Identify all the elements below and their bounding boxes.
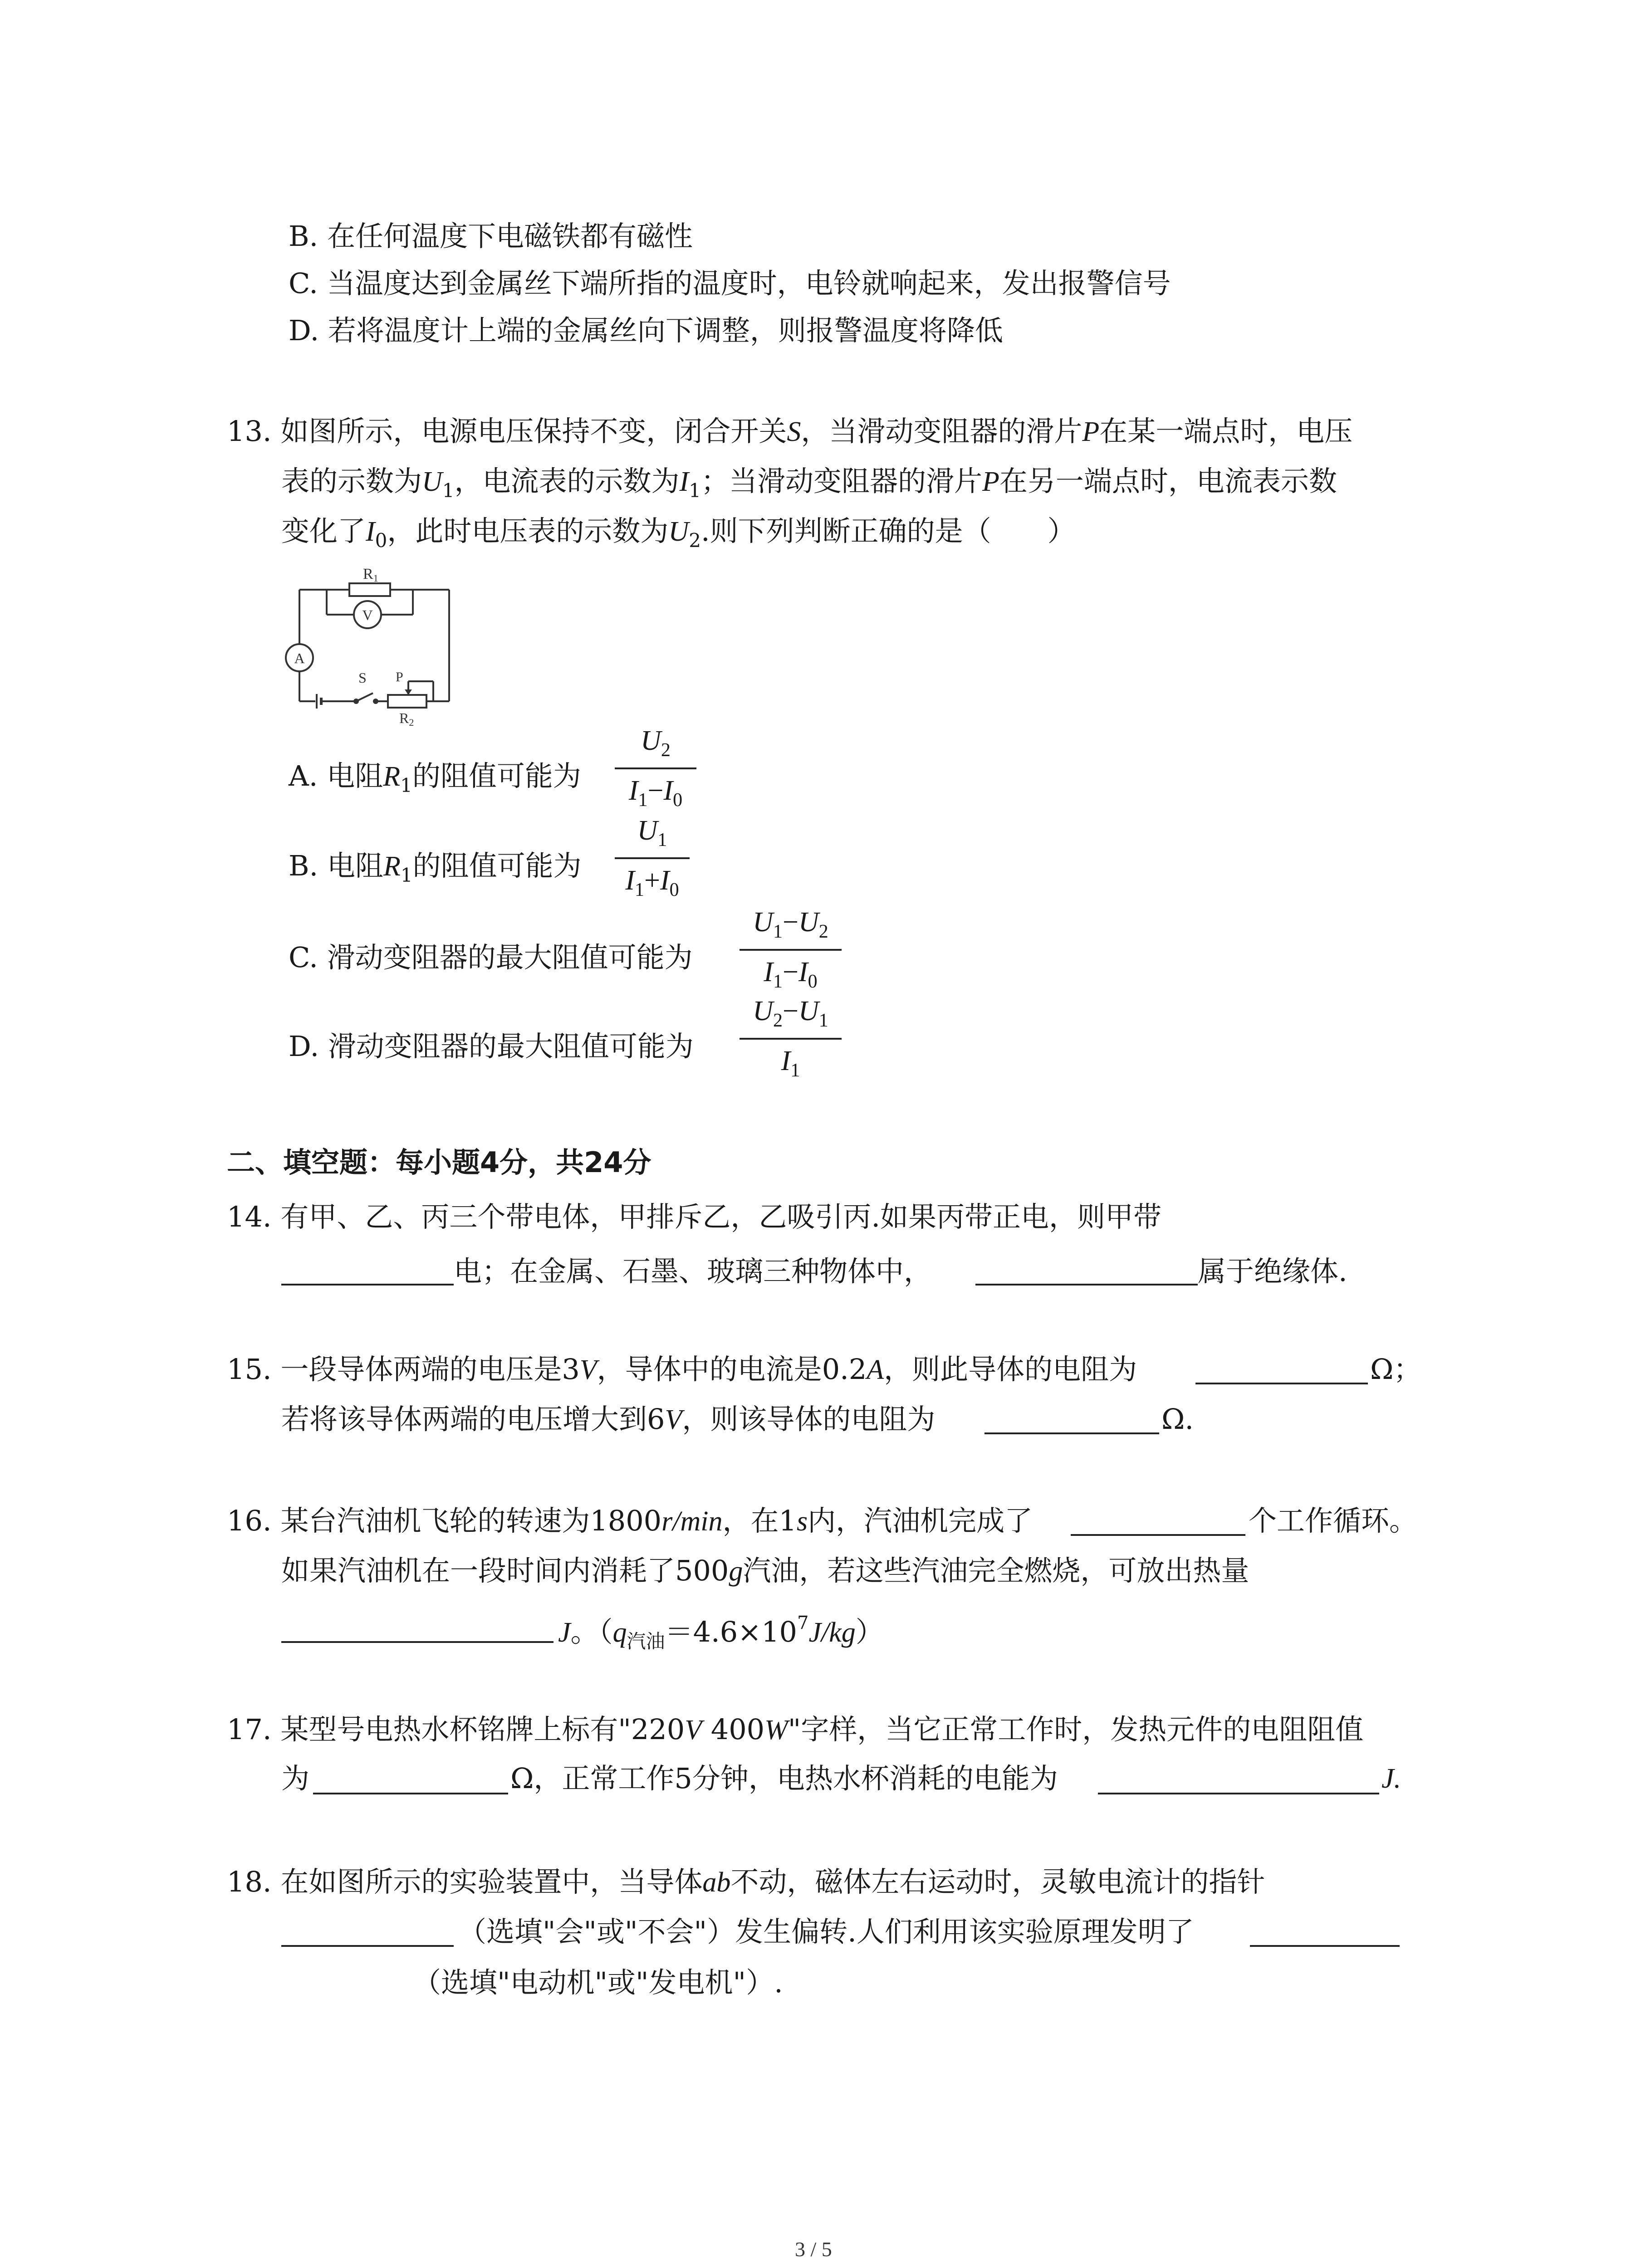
label-a: A [294,650,305,666]
q15-ohm-1: Ω； [1370,1353,1422,1386]
q13-line-2: 表的示数为$U_1$，电流表的示数为$I_1$；当滑动变阻器的滑片P在另一端点时，电流表示数 [281,464,1337,502]
q17-line-1: 17. 某型号电热水杯铭牌上标有"220V 400W"字样，当它正常工作时，发热元件的电阻阻值 [227,1713,1364,1746]
fraction-a: $U_2$ $I_1-I_0$ [615,725,696,811]
q15-blank-2[interactable] [985,1432,1159,1434]
q16-line-1d: 个工作循环。 [1249,1504,1418,1537]
q15-line-1a: 15. 一段导体两端的电压是3V，导体中的电流是0.2A，则此导体的电阻为 [227,1353,1137,1386]
q15-ohm-2: Ω. [1161,1403,1194,1436]
question-number: 18. [227,1865,272,1898]
q17-line-2a: 为 [281,1762,310,1795]
question-number: 17. [227,1713,272,1746]
q17-blank-2[interactable] [1098,1793,1379,1794]
label-s: S [358,670,367,686]
question-number: 15. [227,1353,272,1386]
q16-line-2: 如果汽油机在一段时间内消耗了500g汽油，若这些汽油完全燃烧，可放出热量 [281,1554,1249,1587]
switch-s [356,693,373,701]
fraction-c: $U_1-U_2$ $I_1-I_0$ [740,906,842,992]
q17-blank-1[interactable] [313,1793,508,1794]
resistor-r1 [349,583,390,596]
q12-option-c: C. 当温度达到金属丝下端所指的温度时，电铃就响起来，发出报警信号 [289,267,1171,300]
q18-line-2: （选填"会"或"不会"）发生偏转.人们利用该实验原理发明了 [458,1915,1194,1948]
q14-line-2b: 属于绝缘体. [1198,1255,1347,1288]
circuit-diagram [277,562,467,726]
q17-line-2b: Ω，正常工作5分钟，电热水杯消耗的电能为 [510,1762,1058,1795]
q15-blank-1[interactable] [1195,1383,1368,1384]
q14-line-1: 14. 有甲、乙、丙三个带电体，甲排斥乙，乙吸引丙.如果丙带正电，则甲带 [227,1200,1162,1233]
q17-unit-j: J. [1381,1763,1401,1794]
q12-option-d: D. 若将温度计上端的金属丝向下调整，则报警温度将降低 [289,314,1003,347]
q13-option-b: B. 电阻$R_1$的阻值可能为 [289,849,582,886]
q14-blank-2[interactable] [975,1284,1198,1286]
question-number: 13. [227,415,272,448]
q13-line-3: 变化了$I_0$，此时电压表的示数为$U_2$.则下列判断正确的是（ ） [281,514,1076,552]
q13-line-1: 13. 如图所示，电源电压保持不变，闭合开关S，当滑动变阻器的滑片P在某一端点时，电压 [227,415,1353,448]
q18-blank-1[interactable] [281,1945,454,1947]
q18-line-3: （选填"电动机"或"发电机"）. [413,1966,783,1999]
q13-option-c: C. 滑动变阻器的最大阻值可能为 [289,941,693,974]
question-number: 16. [227,1504,272,1537]
q14-blank-1[interactable] [281,1284,454,1286]
label-r1: R1 [363,566,378,584]
fraction-d: $U_2-U_1$ $I_1$ [740,995,842,1081]
label-v: V [362,607,373,623]
resistor-r2 [388,695,426,708]
q16-line-1a: 16. 某台汽油机飞轮的转速为1800r/min，在1s内，汽油机完成了 [227,1504,1033,1537]
q15-line-2a: 若将该导体两端的电压增大到6V，则该导体的电阻为 [281,1403,936,1436]
q12-option-b: B. 在任何温度下电磁铁都有磁性 [289,220,693,253]
q14-line-2a: 电；在金属、石墨、玻璃三种物体中， [454,1255,932,1288]
q16-line-3: J。$(q_{汽油}=4.6\times 10^7J/kg)$ [558,1613,884,1652]
q13-option-a: A. 电阻$R_1$的阻值可能为 [289,759,581,797]
fraction-b: $U_1$ $I_1+I_0$ [615,815,690,901]
page-number: 3 / 5 [795,2238,832,2261]
q18-blank-2[interactable] [1250,1945,1400,1947]
q13-option-d: D. 滑动变阻器的最大阻值可能为 [289,1030,694,1063]
q16-blank-2[interactable] [281,1641,554,1643]
label-r2: R2 [399,710,414,726]
q18-line-1: 18. 在如图所示的实验装置中，当导体ab不动，磁体左右运动时，灵敏电流计的指针 [227,1865,1265,1898]
section-title: 二、填空题：每小题4分，共24分 [227,1146,652,1179]
question-number: 14. [227,1200,272,1233]
q16-blank-1[interactable] [1071,1534,1245,1536]
label-p: P [396,670,403,684]
